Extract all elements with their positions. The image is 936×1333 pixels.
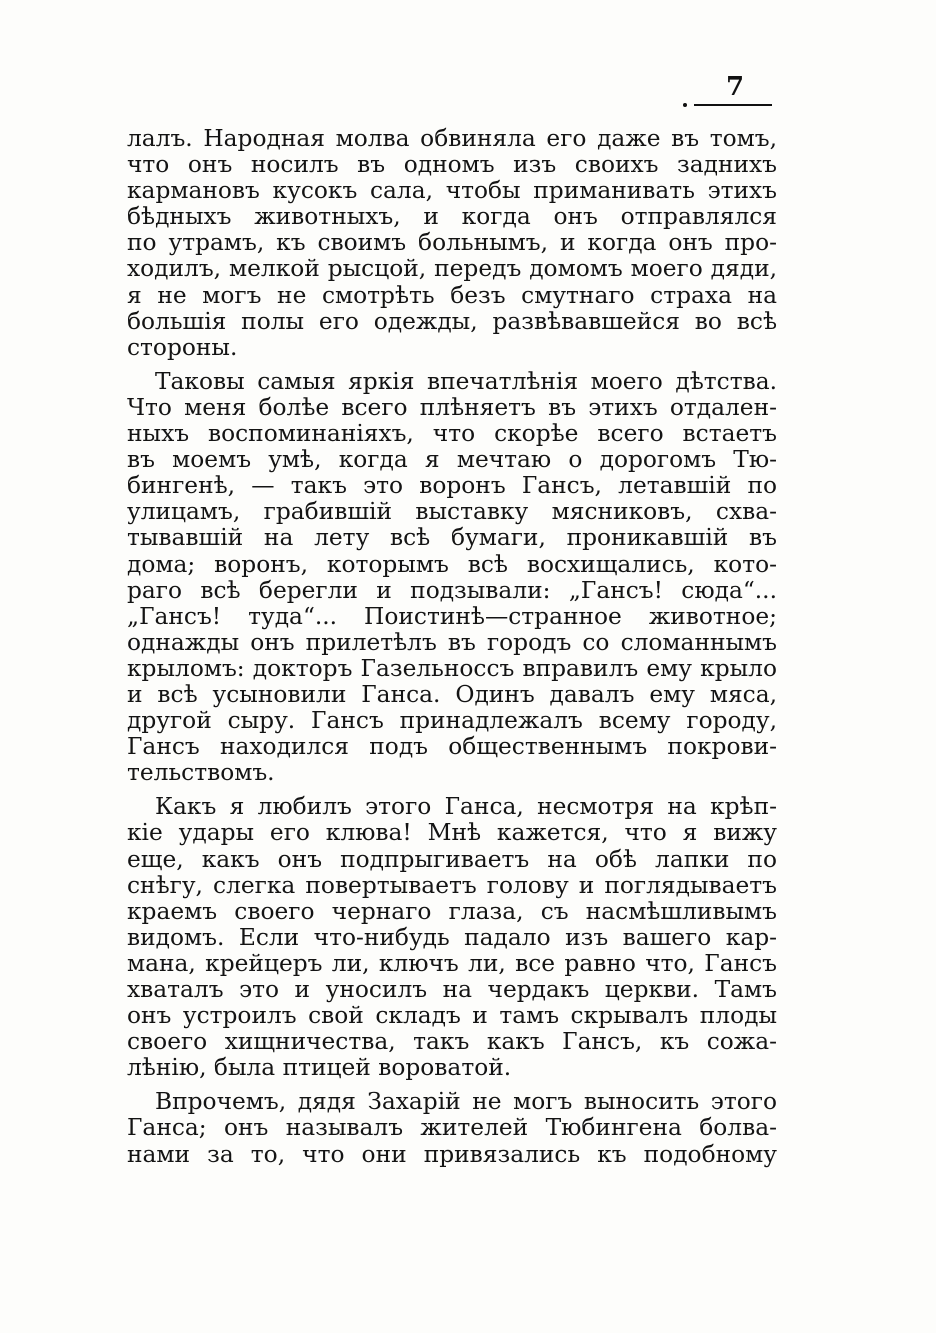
text-line: хваталъ это и уносилъ на чердакъ церкви. Тамъ <box>127 976 777 1003</box>
text-line: и всѣ усыновили Ганса. Одинъ давалъ ему мяса, <box>127 680 777 708</box>
text-line: лѣнію, была птицей вороватой. <box>127 1054 512 1082</box>
text-line: въ моемъ умѣ, когда я мечтаю о дорогомъ Тю- <box>127 446 777 474</box>
text-line: крыломъ: докторъ Газельноссъ вправилъ ему крыло <box>127 654 777 682</box>
text-line: улицамъ, грабившій выставку мясниковъ, схва- <box>127 498 777 526</box>
header-rule <box>694 104 772 106</box>
text-line: Какъ я любилъ этого Ганса, несмотря на крѣп- <box>155 793 777 821</box>
text-line: Что меня болѣе всего плѣняетъ въ этихъ отдален- <box>127 393 777 421</box>
header-dot <box>683 103 687 107</box>
text-line: большія полы его одежды, развѣвавшейся во всѣ <box>127 307 777 335</box>
text-line: мана, крейцеръ ли, ключъ ли, все равно что, Гансъ <box>127 949 777 977</box>
text-line: лалъ. Народная молва обвиняла его даже въ томъ, <box>127 125 777 152</box>
text-line: я не могъ не смотрѣть безъ смутнаго страха на <box>127 281 777 309</box>
text-line: нами за то, что они привязались къ подобному <box>127 1140 777 1168</box>
page-number: 7 <box>726 72 745 102</box>
text-line: снѣгу, слегка повертываетъ голову и поглядываетъ <box>127 871 777 899</box>
paragraph <box>127 794 777 1081</box>
paragraph <box>127 1089 777 1167</box>
text-line: Гансъ находился подъ общественнымъ покрови- <box>127 733 777 761</box>
text-line: стороны. <box>127 333 238 361</box>
text-line: Таковы самыя яркія впечатлѣнія моего дѣтства. <box>155 367 777 395</box>
body-text <box>127 126 777 1168</box>
text-line: видомъ. Если что-нибудь падало изъ вашего кар- <box>127 923 777 951</box>
text-line: „Гансъ! туда“... Поистинѣ—странное животное; <box>127 602 777 630</box>
text-line: тельствомъ. <box>127 759 275 787</box>
text-line: кіе удары его клюва! Мнѣ кажется, что я вижу <box>127 819 777 847</box>
text-line: онъ устроилъ свой складъ и тамъ скрывалъ плоды <box>127 1002 777 1030</box>
text-line: своего хищничества, такъ какъ Гансъ, къ сожа- <box>127 1028 777 1056</box>
text-line: бѣдныхъ животныхъ, и когда онъ отправлялся <box>127 203 777 231</box>
text-line: Впрочемъ, дядя Захарій не могъ выносить этого <box>155 1088 777 1116</box>
text-line: кармановъ кусокъ сала, чтобы приманивать этихъ <box>127 177 777 205</box>
text-line: бингенѣ, — такъ это воронъ Гансъ, летавшій по <box>127 472 777 500</box>
text-line: дома; воронъ, которымъ всѣ восхищались, кото- <box>127 550 777 578</box>
text-line: еще, какъ онъ подпрыгиваетъ на обѣ лапки по <box>127 845 777 873</box>
text-line: тывавшій на лету всѣ бумаги, проникавшій въ <box>127 524 777 552</box>
paragraph <box>127 126 777 361</box>
text-line: ходилъ, мелкой рысцой, передъ домомъ моего дяди, <box>127 255 777 283</box>
text-line: раго всѣ берегли и подзывали: „Гансъ! сюда“... <box>127 576 777 604</box>
text-line: что онъ носилъ въ одномъ изъ своихъ заднихъ <box>127 151 777 179</box>
text-line: по утрамъ, къ своимъ больнымъ, и когда онъ про- <box>127 229 777 257</box>
paragraph <box>127 369 777 787</box>
text-line: краемъ своего чернаго глаза, съ насмѣшливымъ <box>127 897 777 925</box>
text-line: ныхъ воспоминаніяхъ, что скорѣе всего встаетъ <box>127 420 777 448</box>
text-line: другой сыру. Гансъ принадлежалъ всему городу, <box>127 707 777 735</box>
text-line: однажды онъ прилетѣлъ въ городъ со сломаннымъ <box>127 628 777 656</box>
text-line: Ганса; онъ называлъ жителей Тюбингена болва- <box>127 1114 777 1142</box>
